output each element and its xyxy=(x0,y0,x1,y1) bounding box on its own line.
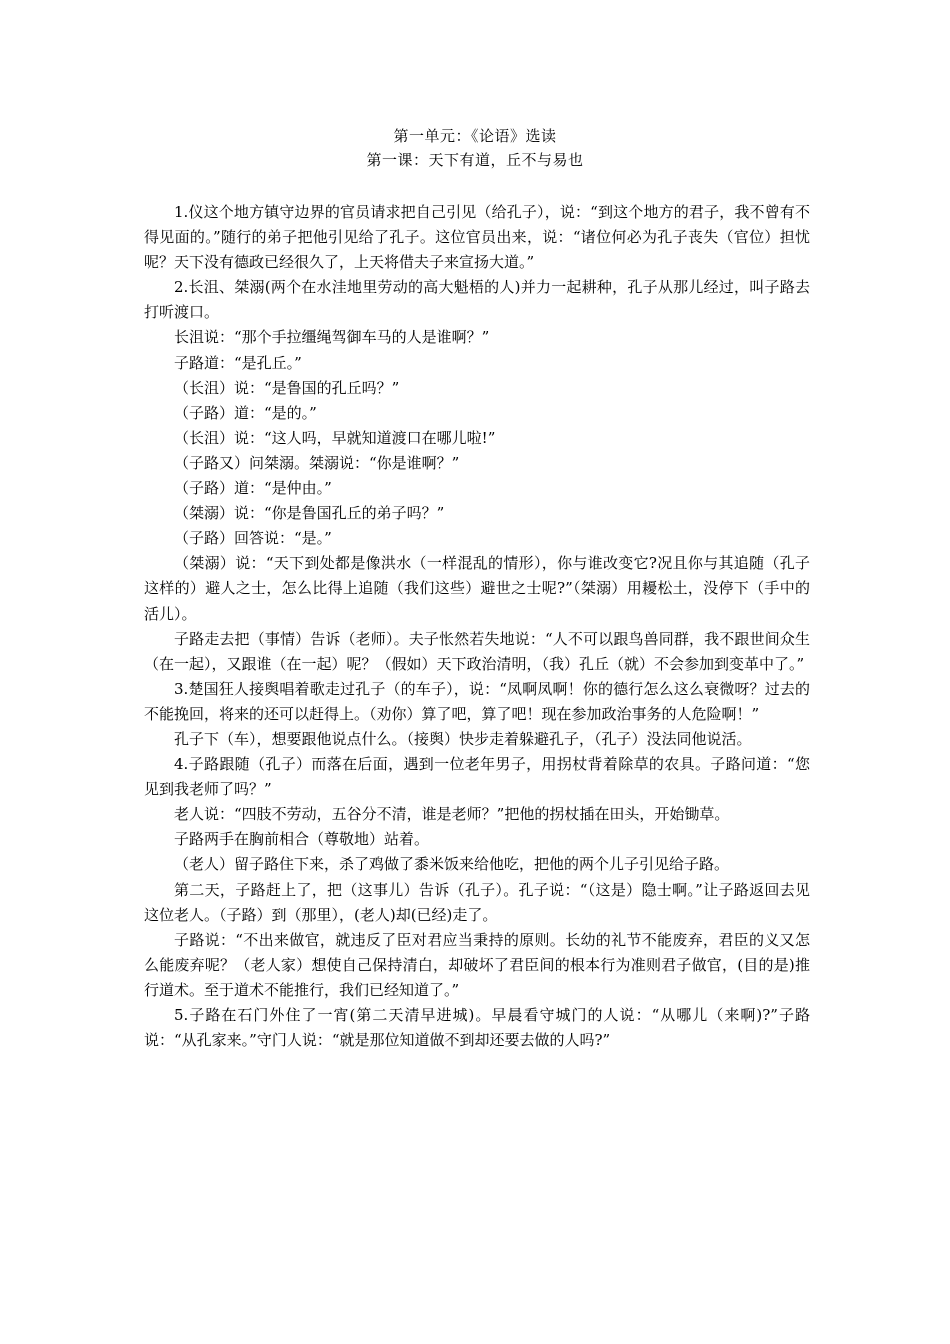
paragraph-20: 第二天，子路赶上了，把（这事儿）告诉（孔子）。孔子说：“（这是）隐士啊。”让子路返回去见这位老人。（子路）到（那里），(老人)却(已经)走了。 xyxy=(144,880,810,924)
paragraph-4: 子路道：“是孔丘。” xyxy=(174,353,302,372)
lesson-title: 第一课：天下有道，丘不与易也 xyxy=(366,151,584,169)
paragraph-12: （桀溺）说：“天下到处都是像洪水（一样混乱的情形），你与谁改变它?况且你与其追随（孔子这样的）避人之士，怎么比得上追随（我们这些）避世之士呢?”（桀溺）用耰松土，没停下（手中的活儿）。 xyxy=(144,554,810,623)
paragraph-18: 子路两手在胸前相合（尊敬地）站着。 xyxy=(174,830,430,849)
paragraph-3: 长沮说：“那个手拉缰绳驾御车马的人是谁啊？” xyxy=(174,328,490,347)
unit-title: 第一单元：《论语》选读 xyxy=(393,127,557,145)
paragraph-10: （桀溺）说：“你是鲁国孔丘的弟子吗？” xyxy=(174,504,445,523)
paragraph-13: 子路走去把（事情）告诉（老师）。夫子怅然若失地说：“人不可以跟鸟兽同群，我不跟世间众生（在一起），又跟谁（在一起）呢？（假如）天下政治清明，（我）孔丘（就）不会参加到变革中了。” xyxy=(144,629,810,673)
paragraph-9: （子路）道：“是仲由。” xyxy=(174,479,332,498)
paragraph-14: 3.楚国狂人接舆唱着歌走过孔子（的车子），说：“凤啊凤啊！你的德行怎么这么衰微呀？过去的不能挽回，将来的还可以赶得上。（劝你）算了吧，算了吧！现在参加政治事务的人危险啊！” xyxy=(144,679,810,723)
paragraph-8: （子路又）问桀溺。桀溺说：“你是谁啊？” xyxy=(174,453,460,472)
paragraph-22: 5.子路在石门外住了一宵(第二天清早进城)。早晨看守城门的人说：“从哪儿（来啊)?”子路说：“从孔家来。”守门人说：“就是那位知道做不到却还要去做的人吗?” xyxy=(144,1006,810,1050)
paragraph-11: （子路）回答说：“是。” xyxy=(174,529,332,548)
paragraph-5: （长沮）说：“是鲁国的孔丘吗？” xyxy=(174,378,400,397)
paragraph-16: 4.子路跟随（孔子）而落在后面，遇到一位老年男子，用拐杖背着除草的农具。子路问道：“您见到我老师了吗？” xyxy=(144,755,810,799)
paragraph-1: 1.仪这个地方镇守边界的官员请求把自己引见（给孔子），说：“到这个地方的君子，我不曾有不得见面的。”随行的弟子把他引见给了孔子。这位官员出来，说：“诸位何必为孔子丧失（官位）担忧呢？天下没有德政已经很久了，上天将借夫子来宣扬大道。” xyxy=(144,203,810,272)
paragraph-6: （子路）道：“是的。” xyxy=(174,403,317,422)
paragraph-7: （长沮）说：“这人吗，早就知道渡口在哪儿啦!” xyxy=(174,428,496,447)
document-body xyxy=(144,200,810,1053)
paragraph-17: 老人说：“四肢不劳动，五谷分不清，谁是老师？”把他的拐杖插在田头，开始锄草。 xyxy=(174,805,730,824)
paragraph-21: 子路说：“不出来做官，就违反了臣对君应当秉持的原则。长幼的礼节不能废弃，君臣的义又怎么能废弃呢？（老人家）想使自己保持清白，却破坏了君臣间的根本行为准则君子做官，(目的是)推行道术。至于道术不能推行，我们已经知道了。” xyxy=(144,930,810,999)
paragraph-15: 孔子下（车），想要跟他说点什么。（接舆）快步走着躲避孔子，（孔子）没法同他说活。 xyxy=(174,729,752,748)
paragraph-19: （老人）留子路住下来，杀了鸡做了黍米饭来给他吃，把他的两个儿子引见给子路。 xyxy=(174,855,730,874)
paragraph-2: 2.长沮、桀溺(两个在水洼地里劳动的高大魁梧的人)并力一起耕种，孔子从那儿经过，叫子路去打听渡口。 xyxy=(144,278,810,322)
